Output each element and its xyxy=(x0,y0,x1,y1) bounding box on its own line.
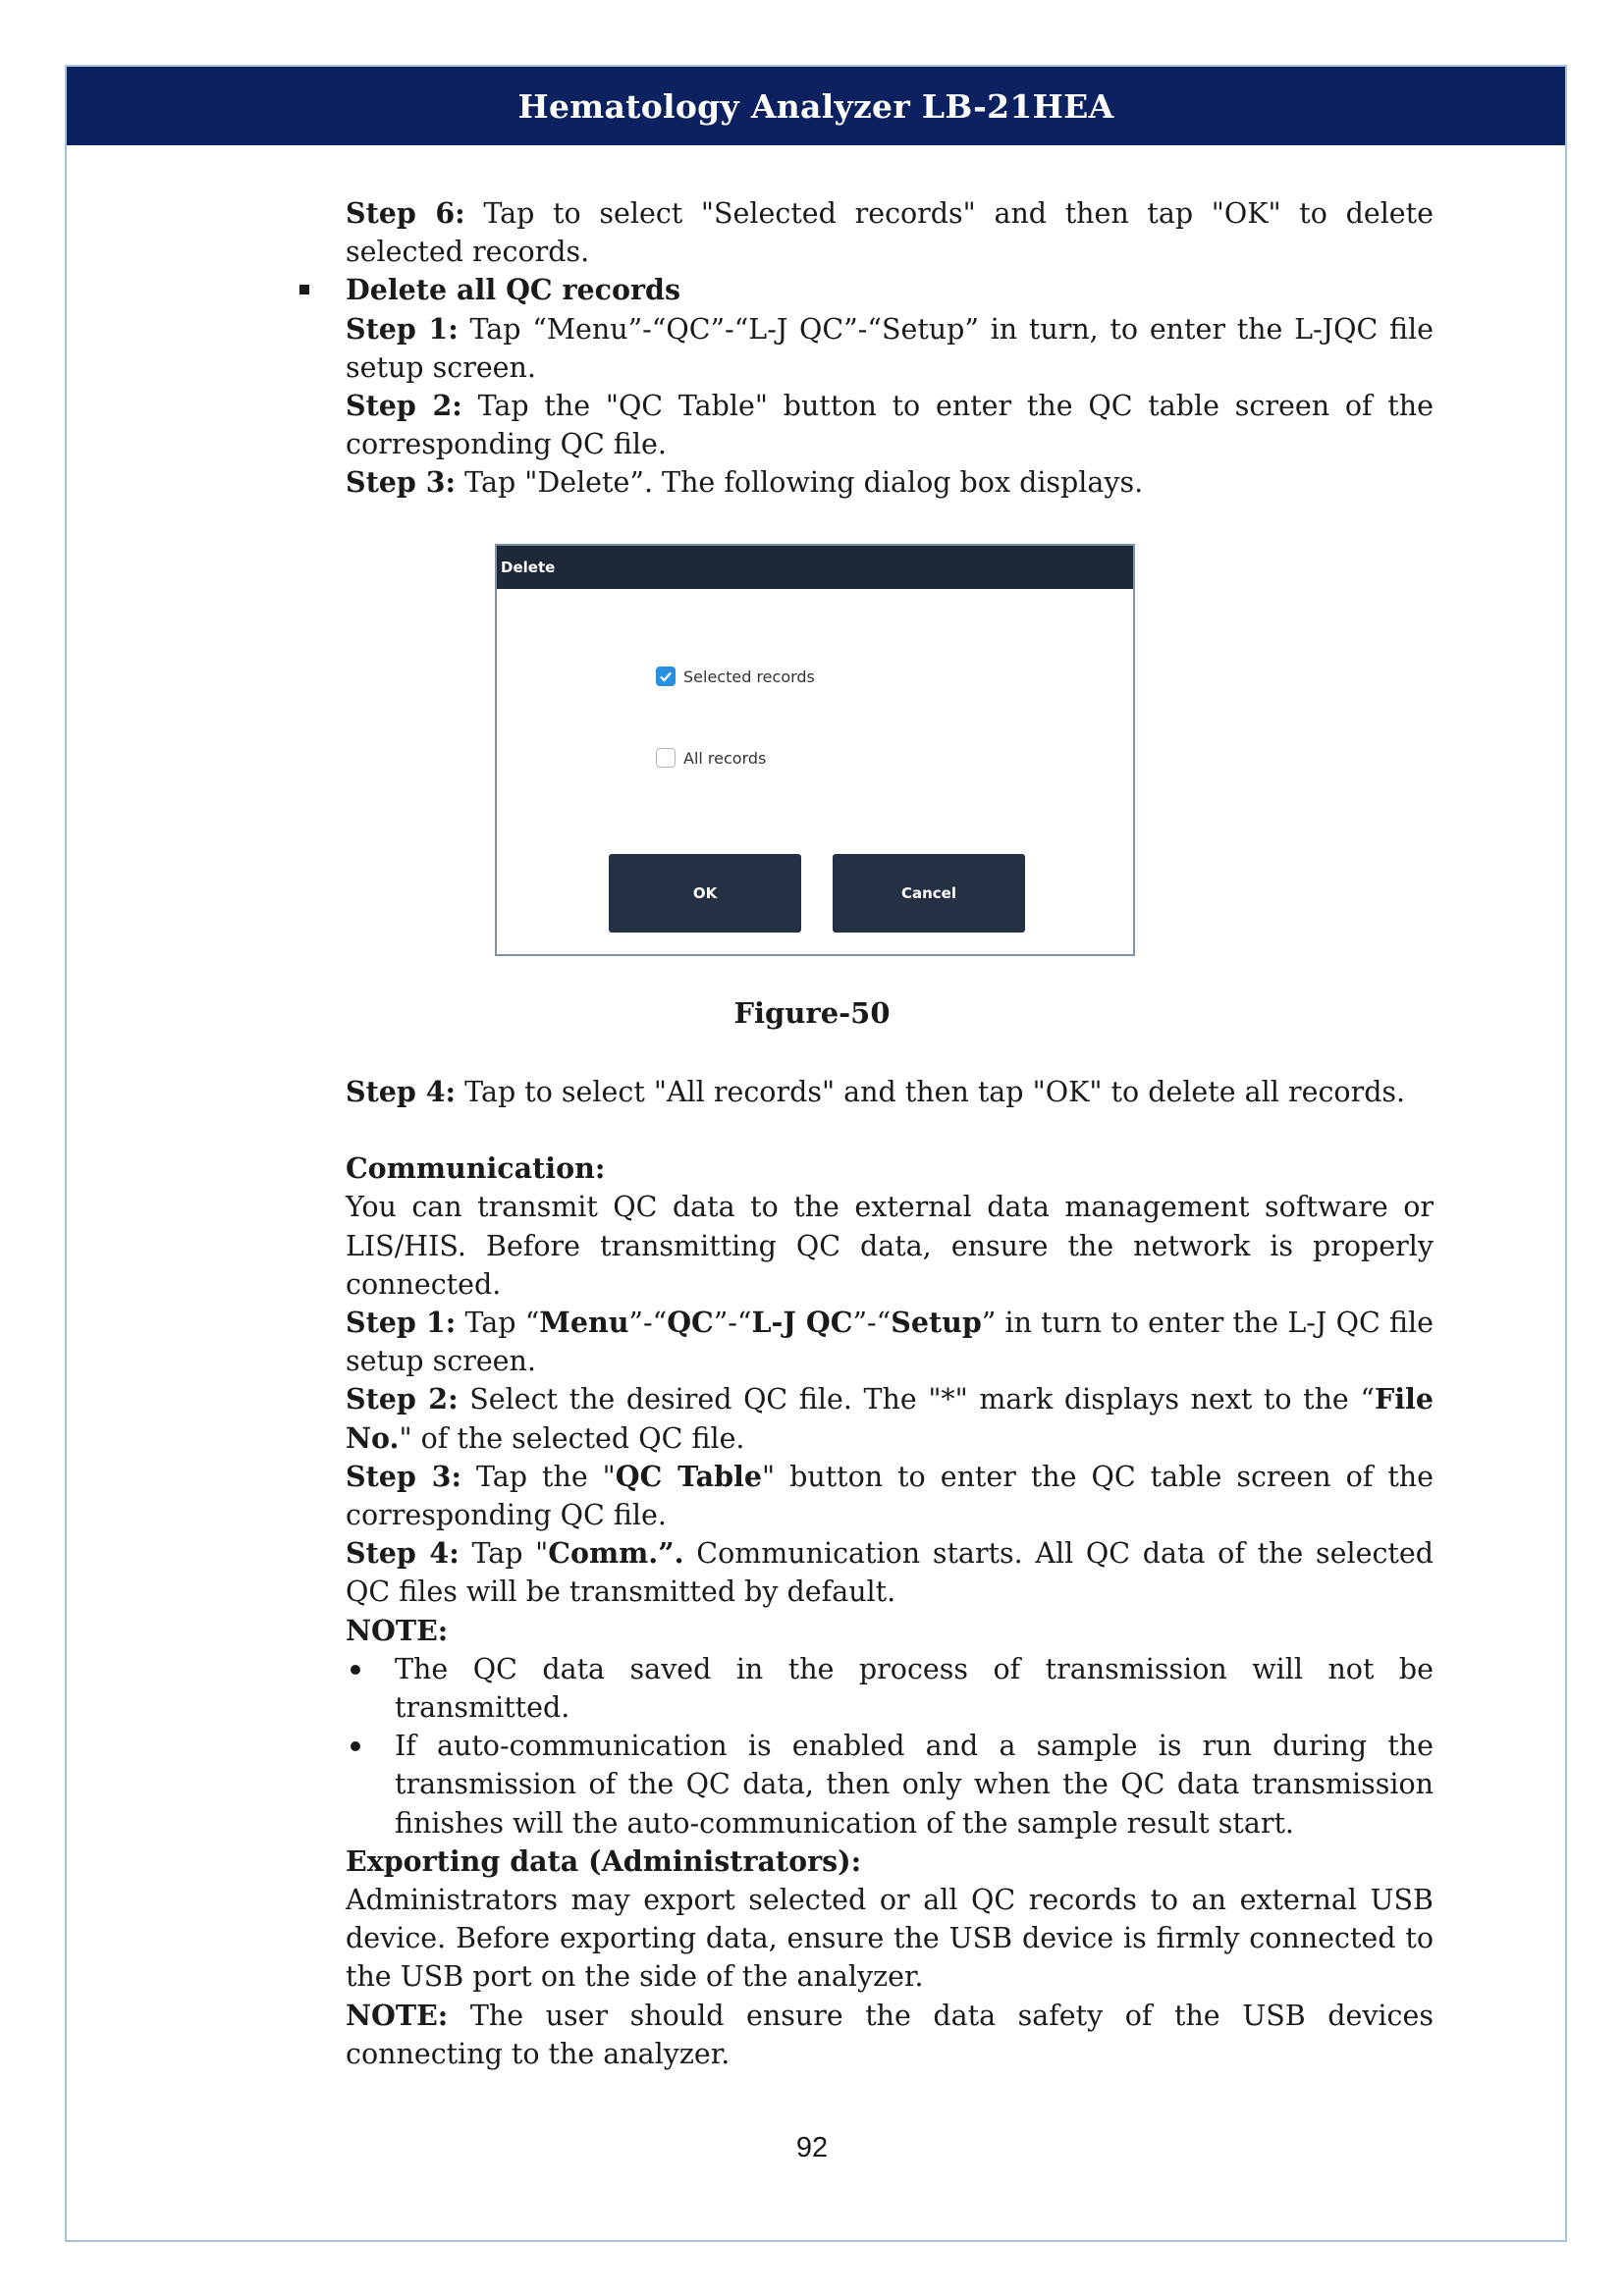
note-label: NOTE: xyxy=(346,1998,449,2032)
communication-intro: You can transmit QC data to the external data management software or LIS/HIS. Before transmitting QC data, ensure the network is properly connected. xyxy=(346,1191,1434,1301)
ljqc-term: L-J QC xyxy=(751,1306,853,1340)
step-text: Tap “ xyxy=(456,1307,540,1340)
qc-term: QC xyxy=(667,1306,714,1340)
comm-term: Comm.”. xyxy=(548,1536,684,1571)
content-top xyxy=(346,194,1434,503)
note-item: The QC data saved in the process of transmission will not be transmitted. xyxy=(346,1650,1434,1727)
checkbox-checked-icon[interactable] xyxy=(656,667,676,686)
comm-step2-paragraph xyxy=(346,1380,1434,1457)
step-label: Step 2: xyxy=(346,389,462,423)
comm-step3-paragraph xyxy=(346,1458,1434,1534)
step-label: Step 1: xyxy=(346,311,459,346)
step-text: Tap " xyxy=(459,1537,549,1571)
step-text: Communication starts. All QC data of the selected QC files will be transmitted by default. xyxy=(346,1537,1434,1609)
ok-button[interactable]: OK xyxy=(609,854,801,933)
step-text: Tap “Menu”-“QC”-“L-J QC”-“Setup” in turn, to enter the L-JQC file setup screen. xyxy=(346,312,1434,384)
step-label: Step 3: xyxy=(346,465,457,500)
checkbox-unchecked-icon[interactable] xyxy=(656,748,676,768)
step-text: " button to enter the QC table screen of the corresponding QC file. xyxy=(346,1460,1434,1532)
exporting-heading: Exporting data (Administrators): xyxy=(346,1843,862,1878)
step-label: Step 4: xyxy=(346,1536,460,1571)
note-list xyxy=(346,1650,1434,1842)
dialog-title: Delete xyxy=(497,546,1133,589)
step1-paragraph xyxy=(346,310,1434,387)
option-all-records[interactable] xyxy=(656,748,766,768)
step-label: Step 3: xyxy=(346,1459,462,1493)
note-label: NOTE: xyxy=(346,1613,449,1647)
note-item: If auto-communication is enabled and a sample is run during the transmission of the QC data, then only when the QC data transmission finishes will the auto-communication of the sample result start. xyxy=(346,1727,1434,1842)
step2-paragraph xyxy=(346,387,1434,463)
step-text: Tap to select "All records" and then tap "OK" to delete all records. xyxy=(456,1076,1406,1108)
option-label: All records xyxy=(683,748,767,768)
step6-paragraph xyxy=(346,194,1434,271)
option-selected-records[interactable] xyxy=(656,667,815,686)
step-text: Tap the " xyxy=(461,1460,616,1493)
page-number: 92 xyxy=(795,2132,829,2163)
page-header: Hematology Analyzer LB-21HEA xyxy=(67,67,1565,145)
step-text: Tap the "QC Table" button to enter the QC table screen of the corresponding QC file. xyxy=(346,390,1434,461)
fileno-term: File No. xyxy=(346,1382,1434,1455)
delete-all-heading: Delete all QC records xyxy=(346,271,1434,309)
step-text: ”-“ xyxy=(713,1307,752,1340)
step-text: Tap "Delete”. The following dialog box displays. xyxy=(456,466,1144,500)
step-text: Select the desired QC file. The "*" mark displays next to the “ xyxy=(458,1383,1375,1416)
step-label: Step 4: xyxy=(346,1075,457,1108)
exporting-text: Administrators may export selected or all QC records to an external USB device. Before exporting data, ensure the USB device is firmly connected to the USB port on the side of the analyzer. xyxy=(346,1884,1434,1994)
step3-paragraph xyxy=(346,463,1434,502)
figure-caption: Figure-50 xyxy=(733,996,891,1030)
content-bottom xyxy=(346,1073,1434,2073)
cancel-button[interactable]: Cancel xyxy=(833,854,1025,933)
step-label: Step 1: xyxy=(346,1306,457,1340)
option-label: Selected records xyxy=(683,667,815,686)
step-text: " of the selected QC file. xyxy=(399,1421,745,1455)
step-text: ”-“ xyxy=(628,1307,668,1340)
step4-paragraph xyxy=(346,1073,1434,1111)
comm-step4-paragraph xyxy=(346,1534,1434,1611)
menu-term: Menu xyxy=(539,1306,629,1340)
step-text: ”-“ xyxy=(852,1307,892,1340)
setup-term: Setup xyxy=(891,1306,982,1340)
step-text: ” in turn to enter the L-J QC file setup screen. xyxy=(346,1307,1434,1378)
exporting-note xyxy=(346,1997,1434,2073)
qctable-term: QC Table xyxy=(615,1459,762,1493)
comm-step1-paragraph xyxy=(346,1304,1434,1380)
step-text: Tap to select "Selected records" and then tap "OK" to delete selected records. xyxy=(346,197,1434,269)
note-text: The user should ensure the data safety of the USB devices connecting to the analyzer. xyxy=(346,1999,1434,2070)
step-label: Step 6: xyxy=(346,196,465,230)
communication-heading: Communication: xyxy=(346,1151,606,1186)
delete-dialog xyxy=(495,544,1135,956)
step-label: Step 2: xyxy=(346,1382,459,1416)
